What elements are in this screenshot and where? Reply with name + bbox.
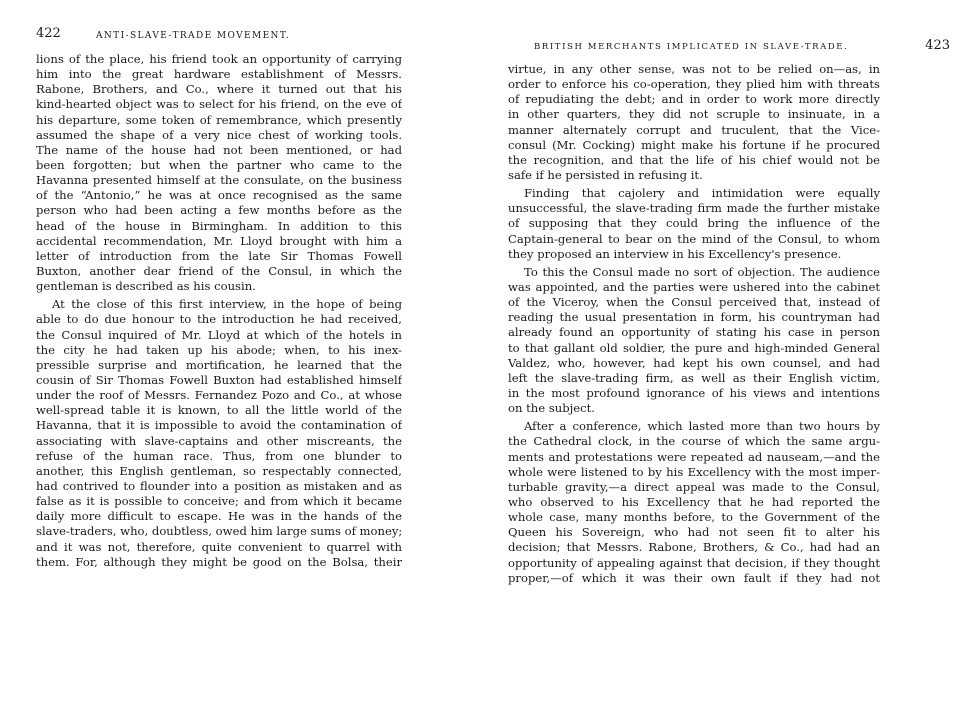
text-line: proper,—of which it was their own fault if they had not	[508, 570, 880, 585]
text-line: of the Viceroy, when the Consul perceived that, instead of	[508, 295, 880, 310]
text-line: under the roof of Messrs. Fernandez Pozo and Co., at whose	[36, 388, 402, 403]
text-line: they proposed an interview in his Excellency's presence.	[508, 246, 842, 261]
text-line: cousin of Sir Thomas Fowell Buxton had established himself	[36, 372, 402, 387]
text-line: consul (Mr. Cocking) might make his fortune if he procured	[508, 137, 880, 152]
text-line: opportunity of appealing against that decision, if they thought	[508, 555, 880, 570]
text-line: the city he had taken up his abode; when, to his inex-	[36, 342, 402, 357]
text-line: At the close of this first interview, in the hope of being	[52, 297, 402, 312]
text-line: to that gallant old soldier, the pure and high-minded General	[508, 340, 880, 355]
text-line: letter of introduction from the late Sir Thomas Fowell	[36, 248, 402, 263]
text-line: unsuccessful, the slave-trading firm made the further mistake	[508, 201, 880, 216]
left-page-number: 422	[36, 26, 61, 41]
text-line: on the subject.	[508, 401, 595, 416]
text-line: reading the usual presentation in form, his countryman had	[508, 310, 880, 325]
left-page-body	[36, 52, 402, 570]
text-line: well-spread table it is known, to all the little world of the	[36, 403, 402, 418]
text-line: To this the Consul made no sort of objection. The audience	[524, 264, 880, 279]
text-line: was appointed, and the parties were ushered into the cabinet	[508, 279, 880, 294]
text-line: Buxton, another dear friend of the Consul, in which the	[36, 263, 402, 278]
text-line: in other quarters, they did not scruple to insinuate, in a	[508, 107, 880, 122]
text-line: had contrived to flounder into a position as mistaken and as	[36, 478, 402, 493]
text-line: head of the house in Birmingham. In addition to this	[36, 218, 402, 233]
right-running-head: BRITISH MERCHANTS IMPLICATED IN SLAVE-TRADE.	[534, 42, 849, 52]
text-line: Queen his Sovereign, who had not seen fit to alter his	[508, 525, 880, 540]
text-line: whole case, many months before, to the Government of the	[508, 510, 880, 525]
text-line: another, this English gentleman, so respectably connected,	[36, 463, 402, 478]
text-line: the Cathedral clock, in the course of which the same argu-	[508, 434, 880, 449]
text-line: him into the great hardware establishment of Messrs.	[36, 67, 402, 82]
text-line: virtue, in any other sense, was not to be relied on—as, in	[508, 62, 880, 76]
text-line: Rabone, Brothers, and Co., where it turned out that his	[36, 82, 402, 97]
text-line: slave-traders, who, doubtless, owed him large sums of money;	[36, 524, 402, 539]
text-line: false as it is possible to conceive; and from which it became	[36, 494, 402, 509]
text-line: left the slave-trading firm, as well as their English victim,	[508, 370, 880, 385]
left-running-head: ANTI-SLAVE-TRADE MOVEMENT.	[96, 31, 291, 41]
text-line: associating with slave-captains and other miscreants, the	[36, 433, 402, 448]
text-line: safe if he persisted in refusing it.	[508, 167, 703, 182]
text-line: decision; that Messrs. Rabone, Brothers, & Co., had had an	[508, 540, 880, 555]
text-line: pressible surprise and mortification, he learned that the	[36, 357, 402, 372]
text-line: manner alternately corrupt and truculent, that the Vice-	[508, 122, 880, 137]
text-line: his departure, some token of remembrance, which presently	[36, 112, 402, 127]
text-line: able to do due honour to the introduction he had received,	[36, 312, 402, 327]
text-line: kind-hearted object was to select for his friend, on the eve of	[36, 97, 402, 112]
text-line: Captain-general to bear on the mind of the Consul, to whom	[508, 231, 880, 246]
right-page	[490, 0, 980, 702]
text-line: assumed the shape of a very nice chest of working tools.	[36, 127, 402, 142]
text-line: of the “Antonio,” he was at once recognised as the same	[36, 188, 402, 203]
text-line: order to enforce his co-operation, they plied him with threats	[508, 77, 880, 92]
text-line: Havanna, that it is impossible to avoid the contamination of	[36, 418, 402, 433]
text-line: person who had been acting a few months before as the	[36, 203, 402, 218]
text-line: Finding that cajolery and intimidation were equally	[524, 186, 880, 201]
text-line: lions of the place, his friend took an opportunity of carrying	[36, 52, 402, 66]
text-line: turbable gravity,—a direct appeal was made to the Consul,	[508, 479, 880, 494]
text-line: in the most profound ignorance of his views and intentions	[508, 385, 880, 400]
text-line: the recognition, and that the life of his chief would not be	[508, 152, 880, 167]
text-line: of supposing that they could bring the influence of the	[508, 216, 880, 231]
text-line: whole were listened to by his Excellency with the most imper-	[508, 464, 880, 479]
text-line: been forgotten; but when the partner who came to the	[36, 157, 402, 172]
text-line: Valdez, who, however, had kept his own counsel, and had	[508, 355, 880, 370]
text-line: accidental recommendation, Mr. Lloyd brought with him a	[36, 233, 402, 248]
text-line: daily more difficult to escape. He was in the hands of the	[36, 509, 402, 524]
text-line: After a conference, which lasted more than two hours by	[524, 419, 880, 434]
text-line: gentleman is described as his cousin.	[36, 279, 256, 294]
text-line: Havanna presented himself at the consulate, on the business	[36, 173, 402, 188]
text-line: who observed to his Excellency that he had reported the	[508, 494, 880, 509]
text-line: refuse of the human race. Thus, from one blunder to	[36, 448, 402, 463]
text-line: The name of the house had not been mentioned, or had	[36, 142, 402, 157]
text-line: already found an opportunity of stating his case in person	[508, 325, 880, 340]
text-line: and it was not, therefore, quite convenient to quarrel with	[36, 539, 402, 554]
right-page-body	[508, 62, 880, 586]
right-page-number: 423	[925, 38, 950, 53]
text-line: ments and protestations were repeated ad nauseam,—and the	[508, 449, 880, 464]
text-line: them. For, although they might be good on the Bolsa, their	[36, 554, 402, 569]
text-line: of repudiating the debt; and in order to work more directly	[508, 92, 880, 107]
text-line: the Consul inquired of Mr. Lloyd at which of the hotels in	[36, 327, 402, 342]
